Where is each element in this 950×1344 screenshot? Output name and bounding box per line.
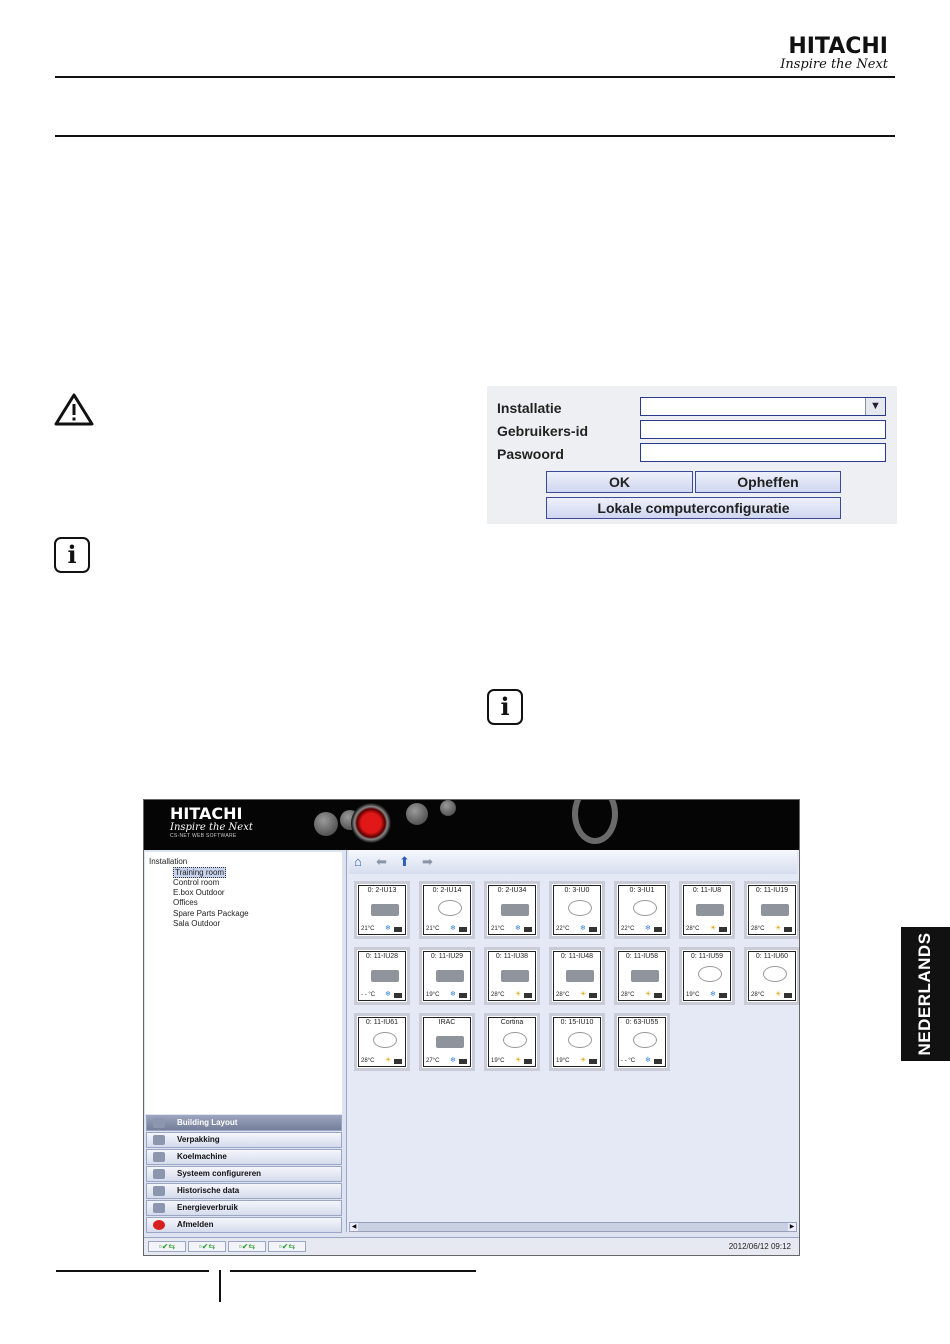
unit-type-icon: [501, 970, 529, 982]
unit-name: 0: 63-IU55: [625, 1019, 659, 1026]
indoor-unit-tile[interactable]: [419, 1013, 475, 1071]
indoor-unit-tile[interactable]: [549, 947, 605, 1005]
fan-speed-icon: [654, 927, 662, 932]
menu-koelmachine[interactable]: [146, 1149, 342, 1165]
unit-type-icon: [436, 970, 464, 982]
unit-temperature: - - °C: [621, 1058, 636, 1064]
brand-tagline: Inspire the Next: [780, 57, 888, 72]
heat-mode-icon: ☀: [580, 1057, 587, 1064]
unit-type-icon: [373, 1032, 397, 1048]
menu-label: Systeem configureren: [177, 1169, 262, 1178]
unit-frame: [748, 951, 796, 1001]
unit-temperature: 21°C: [361, 926, 375, 932]
unit-name: 0: 11-IU58: [625, 953, 659, 960]
menu-label: Verpakking: [177, 1135, 220, 1144]
unit-name: 0: 2-IU34: [497, 887, 527, 894]
unit-frame: [553, 885, 601, 935]
unit-type-icon: [631, 970, 659, 982]
password-field[interactable]: [640, 443, 886, 462]
tree-item-installation[interactable]: Installation: [149, 857, 188, 866]
indoor-unit-tile[interactable]: [354, 1013, 410, 1071]
unit-name: 0: 11-IU8: [692, 887, 722, 894]
fan-speed-icon: [589, 1059, 597, 1064]
heat-mode-icon: ☀: [580, 991, 587, 998]
fan-speed-icon: [394, 1059, 402, 1064]
tree-item-sala-outdoor[interactable]: Sala Outdoor: [173, 919, 221, 928]
unit-name: 0: 2-IU13: [367, 887, 397, 894]
fan-speed-icon: [589, 927, 597, 932]
unit-name: 0: 11-IU29: [430, 953, 464, 960]
tree-item-offices[interactable]: Offices: [173, 898, 198, 907]
unit-frame: [748, 885, 796, 935]
local-config-button[interactable]: Lokale computerconfiguratie: [546, 497, 841, 519]
login-dialog: [487, 386, 897, 524]
cool-mode-icon: ❄: [710, 991, 716, 998]
unit-name: 0: 11-IU38: [495, 953, 529, 960]
indoor-unit-tile[interactable]: [744, 947, 800, 1005]
unit-name: 0: 11-IU28: [365, 953, 399, 960]
heat-mode-icon: ☀: [710, 925, 717, 932]
cancel-button[interactable]: Opheffen: [695, 471, 841, 493]
fan-speed-icon: [654, 993, 662, 998]
power-icon: [153, 1220, 165, 1230]
unit-frame: [683, 951, 731, 1001]
app-logo-tagline: Inspire the Next: [170, 822, 253, 833]
unit-type-icon: [436, 1036, 464, 1048]
language-tab-label: NEDERLANDS: [915, 932, 934, 1056]
indoor-unit-tile[interactable]: [614, 947, 670, 1005]
unit-type-icon: [568, 900, 592, 916]
app-logo-sub: CS-NET WEB SOFTWARE: [170, 833, 237, 839]
unit-name: 0: 2-IU14: [432, 887, 462, 894]
heat-mode-icon: ☀: [645, 991, 652, 998]
menu-historische-data[interactable]: [146, 1183, 342, 1199]
menu-label: Building Layout: [177, 1118, 238, 1127]
unit-frame: [423, 885, 471, 935]
decor-bubble: [406, 803, 428, 825]
fan-speed-icon: [654, 1059, 662, 1064]
cs-net-screenshot: [143, 799, 800, 1256]
cool-mode-icon: ❄: [580, 925, 586, 932]
arrow-up-icon[interactable]: ⬆: [399, 854, 410, 869]
indoor-unit-tile[interactable]: [419, 881, 475, 939]
gear-icon: [153, 1169, 165, 1179]
unit-temperature: 21°C: [491, 926, 505, 932]
status-indicator: ▫✔⇆: [268, 1241, 306, 1252]
unit-frame: [423, 1017, 471, 1067]
indoor-unit-tile[interactable]: [549, 1013, 605, 1071]
user-id-field[interactable]: [640, 420, 886, 439]
installatie-select[interactable]: [640, 397, 886, 416]
menu-label: Koelmachine: [177, 1152, 227, 1161]
horizontal-scrollbar[interactable]: [349, 1222, 797, 1232]
heat-mode-icon: ☀: [385, 1057, 392, 1064]
fan-speed-icon: [459, 1059, 467, 1064]
app-banner: [144, 800, 800, 850]
unit-type-icon: [371, 904, 399, 916]
fan-speed-icon: [784, 993, 792, 998]
unit-type-icon: [438, 900, 462, 916]
unit-type-icon: [566, 970, 594, 982]
record-icon: [351, 803, 391, 843]
warning-icon: [54, 393, 94, 426]
indoor-unit-tile[interactable]: [744, 881, 800, 939]
app-logo: [170, 805, 253, 840]
unit-name: 0: 11-IU48: [560, 953, 594, 960]
unit-temperature: 22°C: [621, 926, 635, 932]
unit-frame: [358, 1017, 406, 1067]
unit-frame: [618, 885, 666, 935]
info-icon: i: [487, 689, 523, 725]
menu-energieverbruik[interactable]: [146, 1200, 342, 1216]
indoor-unit-tile[interactable]: [484, 947, 540, 1005]
fan-speed-icon: [524, 927, 532, 932]
fan-speed-icon: [459, 993, 467, 998]
footer-divider: [219, 1270, 221, 1302]
unit-name: Cortina: [500, 1019, 524, 1026]
indoor-unit-tile[interactable]: [679, 947, 735, 1005]
heat-mode-icon: ☀: [515, 1057, 522, 1064]
layout-panel: [346, 850, 799, 1232]
indoor-unit-tile[interactable]: [549, 881, 605, 939]
status-indicator: ▫✔⇆: [148, 1241, 186, 1252]
fan-speed-icon: [524, 1059, 532, 1064]
section-rule: [55, 135, 895, 137]
unit-temperature: 22°C: [556, 926, 570, 932]
status-bar: [144, 1237, 799, 1256]
unit-temperature: 28°C: [686, 926, 700, 932]
unit-type-icon: [503, 1032, 527, 1048]
tree-item-spare-parts[interactable]: Spare Parts Package: [173, 909, 249, 918]
fan-speed-icon: [719, 993, 727, 998]
indoor-unit-tile[interactable]: [484, 881, 540, 939]
unit-name: 0: 11-IU19: [755, 887, 789, 894]
unit-type-icon: [696, 904, 724, 916]
unit-name: 0: 11-IU59: [690, 953, 724, 960]
cool-mode-icon: ❄: [450, 991, 456, 998]
fan-speed-icon: [719, 927, 727, 932]
user-id-label: Gebruikers-id: [497, 423, 589, 439]
brand-name: HITACHI: [788, 34, 888, 59]
fan-speed-icon: [394, 993, 402, 998]
menu-systeem-configureren[interactable]: [146, 1166, 342, 1182]
chiller-icon: [153, 1152, 165, 1162]
menu-verpakking[interactable]: [146, 1132, 342, 1148]
menu-afmelden[interactable]: [146, 1217, 342, 1233]
heat-mode-icon: ☀: [515, 991, 522, 998]
unit-temperature: 28°C: [621, 992, 635, 998]
unit-type-icon: [568, 1032, 592, 1048]
indoor-unit-tile[interactable]: [484, 1013, 540, 1071]
cool-mode-icon: ❄: [450, 1057, 456, 1064]
footer-rule-left: [56, 1270, 209, 1272]
package-icon: [153, 1135, 165, 1145]
ok-button[interactable]: OK: [546, 471, 693, 493]
unit-temperature: 19°C: [686, 992, 700, 998]
heat-mode-icon: ☀: [775, 991, 782, 998]
tree-item-training-room[interactable]: Training room: [175, 868, 225, 877]
menu-label: Energieverbruik: [177, 1203, 238, 1212]
arrow-left-icon[interactable]: ⬅: [376, 854, 387, 869]
installation-tree: [145, 852, 342, 1114]
indoor-unit-tile[interactable]: [354, 947, 410, 1005]
unit-name: 0: 15-IU10: [560, 1019, 594, 1026]
unit-frame: [358, 951, 406, 1001]
header-rule: [55, 76, 895, 78]
navigation-bar: [349, 850, 797, 874]
unit-frame: [488, 951, 536, 1001]
indoor-unit-tile[interactable]: [679, 881, 735, 939]
fan-speed-icon: [784, 927, 792, 932]
unit-frame: [553, 1017, 601, 1067]
unit-temperature: 19°C: [426, 992, 440, 998]
unit-temperature: 27°C: [426, 1058, 440, 1064]
history-icon: [153, 1186, 165, 1196]
status-clock: 2012/06/12 09:12: [728, 1242, 791, 1251]
unit-temperature: 28°C: [751, 926, 765, 932]
cool-mode-icon: ❄: [515, 925, 521, 932]
app-logo-name: HITACHI: [170, 804, 243, 823]
home-icon[interactable]: ⌂: [354, 854, 362, 869]
unit-type-icon: [371, 970, 399, 982]
unit-type-icon: [633, 1032, 657, 1048]
scroll-left-icon[interactable]: ◀: [351, 1224, 357, 1230]
cool-mode-icon: ❄: [645, 925, 651, 932]
unit-frame: [683, 885, 731, 935]
unit-temperature: 28°C: [751, 992, 765, 998]
hitachi-logo: [780, 36, 888, 72]
installatie-label: Installatie: [497, 400, 562, 416]
unit-temperature: 19°C: [556, 1058, 570, 1064]
indoor-unit-tile[interactable]: [354, 881, 410, 939]
fan-speed-icon: [394, 927, 402, 932]
fan-speed-icon: [589, 993, 597, 998]
unit-temperature: - - °C: [361, 992, 376, 998]
unit-name: 0: 11-IU61: [365, 1019, 399, 1026]
status-indicator: ▫✔⇆: [228, 1241, 266, 1252]
unit-type-icon: [501, 904, 529, 916]
unit-frame: [618, 1017, 666, 1067]
unit-type-icon: [763, 966, 787, 982]
indoor-unit-tile[interactable]: [419, 947, 475, 1005]
unit-name: 0: 11-IU60: [755, 953, 789, 960]
indoor-unit-tile[interactable]: [614, 881, 670, 939]
unit-frame: [553, 951, 601, 1001]
info-icon: i: [54, 537, 90, 573]
building-icon: [153, 1118, 165, 1128]
unit-frame: [423, 951, 471, 1001]
unit-type-icon: [698, 966, 722, 982]
chevron-down-icon[interactable]: ▼: [865, 398, 885, 415]
menu-building-layout[interactable]: [146, 1115, 342, 1131]
tree-item-control-room[interactable]: Control room: [173, 878, 220, 887]
tree-item-ebox-outdoor[interactable]: E.box Outdoor: [173, 888, 225, 897]
scroll-right-icon[interactable]: ▶: [789, 1224, 795, 1230]
arrow-right-icon[interactable]: ➡: [422, 854, 433, 869]
menu-label: Historische data: [177, 1186, 240, 1195]
unit-name: 0: 3-IU1: [629, 887, 655, 894]
password-label: Paswoord: [497, 446, 564, 462]
unit-frame: [358, 885, 406, 935]
cool-mode-icon: ❄: [385, 925, 391, 932]
decor-bubble: [440, 800, 456, 816]
heat-mode-icon: ☀: [775, 925, 782, 932]
unit-type-icon: [761, 904, 789, 916]
unit-temperature: 28°C: [361, 1058, 375, 1064]
cool-mode-icon: ❄: [450, 925, 456, 932]
indoor-unit-tile[interactable]: [614, 1013, 670, 1071]
unit-frame: [488, 1017, 536, 1067]
unit-name: IRAC: [438, 1019, 456, 1026]
unit-temperature: 21°C: [426, 926, 440, 932]
unit-temperature: 28°C: [491, 992, 505, 998]
menu-label: Afmelden: [177, 1220, 214, 1229]
unit-temperature: 19°C: [491, 1058, 505, 1064]
unit-name: 0: 3-IU0: [564, 887, 590, 894]
unit-type-icon: [633, 900, 657, 916]
unit-frame: [618, 951, 666, 1001]
energy-icon: [153, 1203, 165, 1213]
footer-rule-right: [230, 1270, 476, 1272]
fan-speed-icon: [459, 927, 467, 932]
status-indicator: ▫✔⇆: [188, 1241, 226, 1252]
cool-mode-icon: ❄: [385, 991, 391, 998]
language-tab: [901, 927, 950, 1061]
decor-ring: [572, 799, 618, 844]
decor-bubble: [314, 812, 338, 836]
cool-mode-icon: ❄: [645, 1057, 651, 1064]
fan-speed-icon: [524, 993, 532, 998]
unit-frame: [488, 885, 536, 935]
unit-temperature: 28°C: [556, 992, 570, 998]
